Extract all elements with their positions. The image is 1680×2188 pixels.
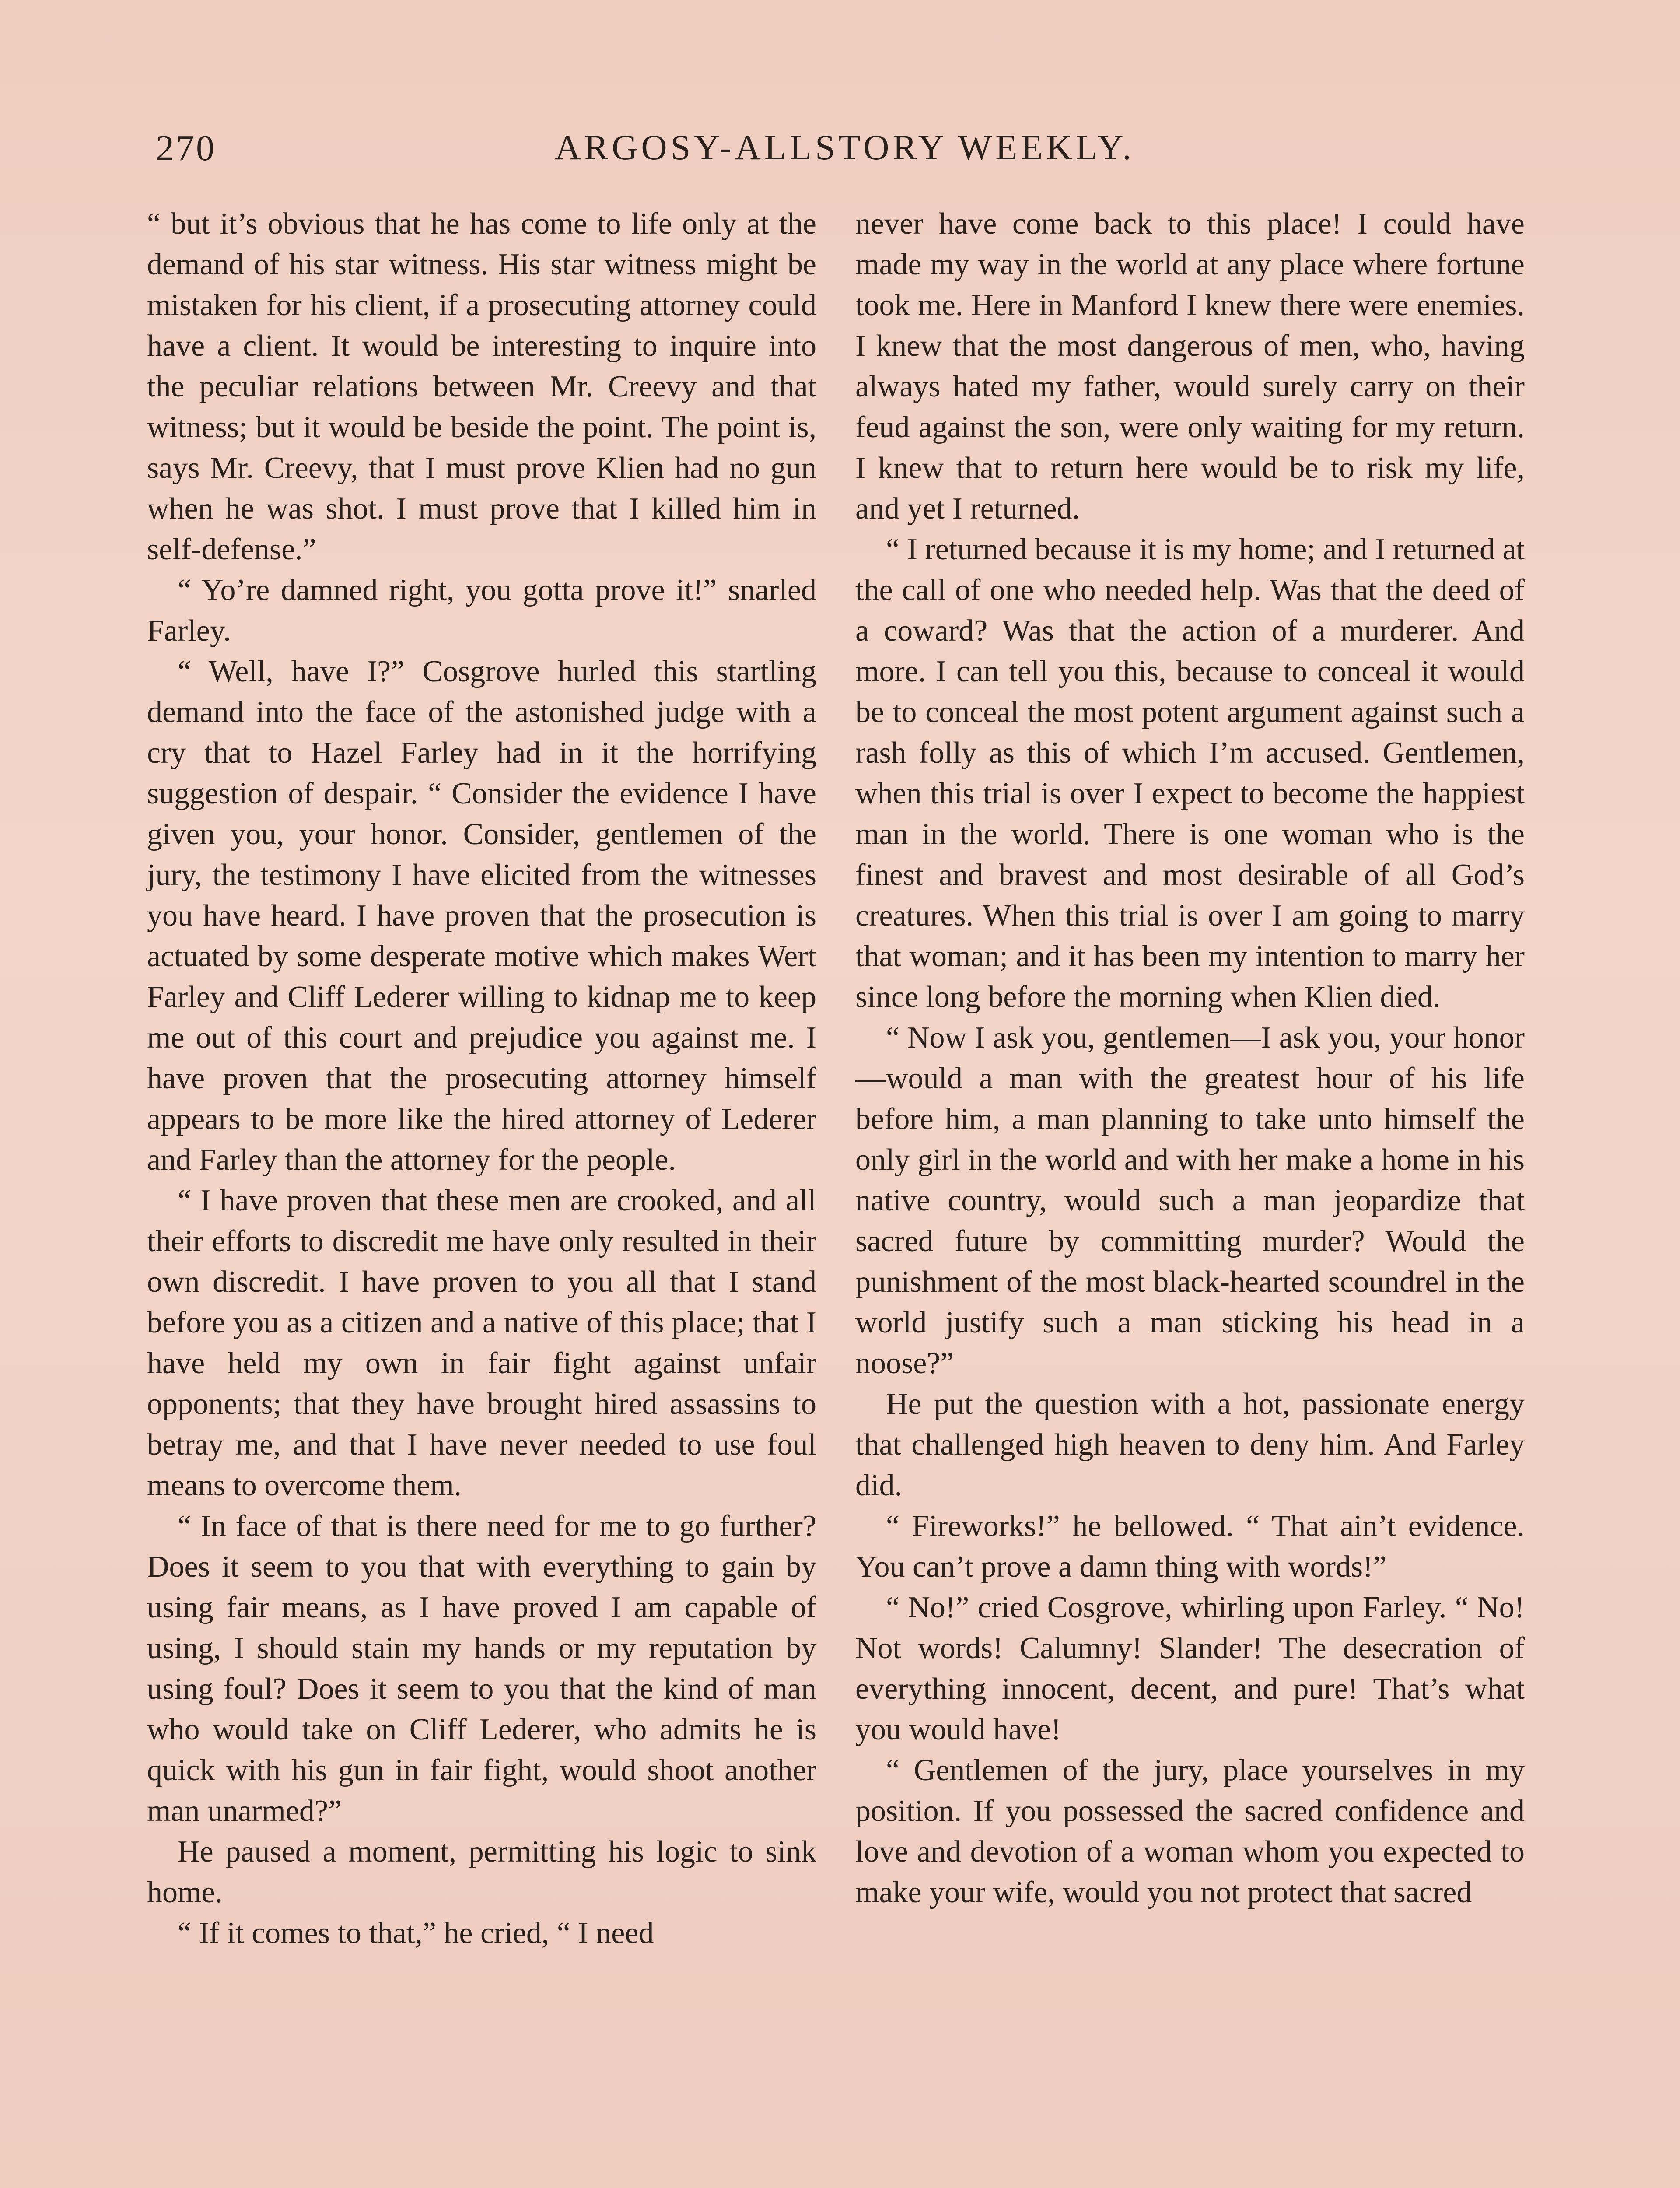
paragraph: “ Well, have I?” Cosgrove hurled this startling demand into the face of the astonished judge with a cry that to Hazel Farley had in it the horrifying suggestion of despair. “ Consider the evidence I have given you, your honor. Consider, gentlemen of the jury, the testimony I have elicited from the witnesses you have heard. I have proven that the prosecution is actuated by some desperate motive which makes Wert Farley and Cliff Lederer willing to kidnap me to keep me out of this court and prejudice you against me. I have proven that the prosecuting attorney himself appears to be more like the hired attorney of Lederer and Farley than the attorney for the people. [147,655,816,1177]
paragraph: “ In face of that is there need for me to go further? Does it seem to you that with everything to gain by using fair means, as I have proved I am capable of using, I should stain my hands or my reputation by using foul? Does it seem to you that the kind of man who would take on Cliff Lederer, who admits he is quick with his gun in fair fight, would shoot another man unarmed?” [147,1509,816,1828]
paragraph: “ I returned because it is my home; and I returned at the call of one who needed help. Was that the deed of a coward? Was that the action of a murderer. And more. I can tell you this, because to conceal it would be to conceal the most potent argument against such a rash folly as this of which I’m accused. Gentlemen, when this trial is over I expect to become the happiest man in the world. There is one woman who is the finest and bravest and most desirable of all God’s creatures. When this trial is over I am going to marry that woman; and it has been my intention to marry her since long before the morning when Klien died. [855,533,1525,1014]
paragraph: “ Now I ask you, gentlemen—I ask you, your honor—would a man with the greatest hour of his life before him, a man planning to take unto himself the only girl in the world and with her make a home in his native country, would such a man jeopardize that sacred future by committing murder? Would the punishment of the most black-hearted scoundrel in the world justify such a man sticking his head in a noose?” [855,1021,1525,1380]
paragraph: He paused a moment, permitting his logic to sink home. [147,1835,816,1909]
paragraph: “ If it comes to that,” he cried, “ I need [178,1916,654,1950]
paragraph: “ No!” cried Cosgrove, whirling upon Farley. “ No! Not words! Calumny! Slander! The desecration of everything innocent, decent, and pure! That’s what you would have! [855,1591,1525,1746]
page-number: 270 [156,128,216,168]
paragraph: “ Gentlemen of the jury, place yourselves in my position. If you possessed the sacred confidence and love and devotion of a woman whom you expected to make your wife, would you not protect that sacred [855,1753,1525,1909]
paragraph: “ but it’s obvious that he has come to life only at the demand of his star witness. His star witness might be mistaken for his client, if a prosecuting attorney could have a client. It would be interesting to inquire into the peculiar relations between Mr. Creevy and that witness; but it would be beside the point. The point is, says Mr. Creevy, that I must prove Klien had no gun when he was shot. I must prove that I killed him in self-defense.” [147,207,816,566]
paragraph: “ Yo’re damned right, you gotta prove it!” snarled Farley. [147,573,816,648]
page-header [156,127,1534,179]
running-title: ARGOSY-ALLSTORY WEEKLY. [555,127,1135,167]
right-column [855,203,1525,1913]
paragraph: never have come back to this place! I could have made my way in the world at any place where fortune took me. Here in Manford I knew there were enemies. I knew that the most dangerous of men, who, having always hated my father, would surely carry on their feud against the son, were only waiting for my return. I knew that to return here would be to risk my life, and yet I returned. [855,207,1525,526]
left-column [147,203,816,1953]
paragraph: He put the question with a hot, passionate energy that challenged high heaven to deny him. And Farley did. [855,1387,1525,1502]
paragraph: “ I have proven that these men are crooked, and all their efforts to discredit me have only resulted in their own discredit. I have proven to you all that I stand before you as a citizen and a native of this place; that I have held my own in fair fight against unfair opponents; that they have brought hired assassins to betray me, and that I have never needed to use foul means to overcome them. [147,1184,816,1502]
paragraph: “ Fireworks!” he bellowed. “ That ain’t evidence. You can’t prove a damn thing with words!” [855,1509,1525,1584]
